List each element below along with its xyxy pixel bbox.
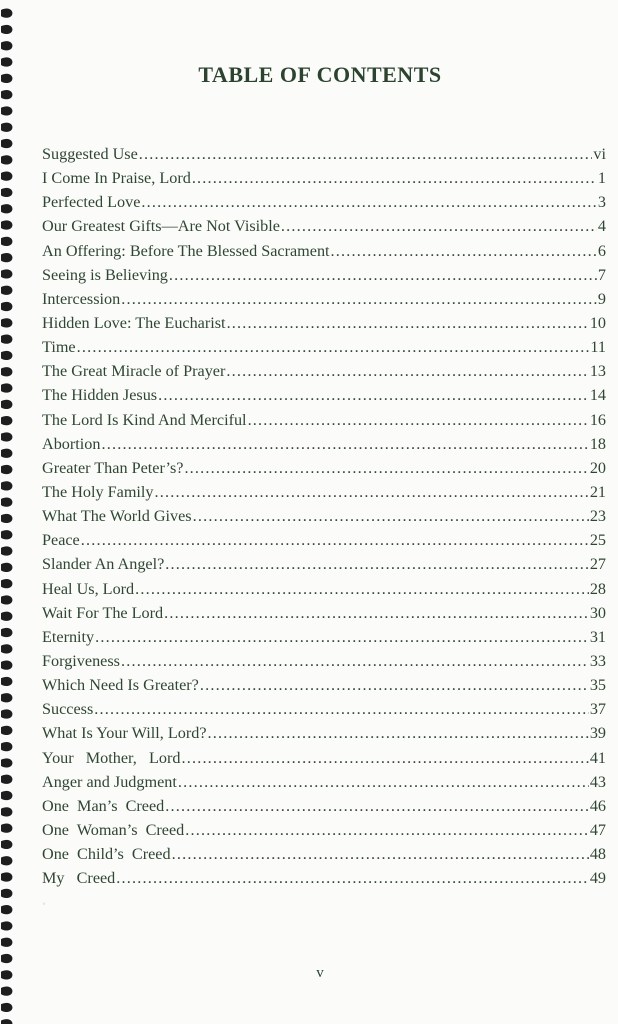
toc-entry-page: 20 [589, 458, 606, 477]
toc-entry [42, 770, 606, 794]
toc-entry [42, 383, 606, 407]
spiral-coil [1, 970, 12, 979]
toc-entry-title: Your Mother, Lord [42, 748, 181, 767]
toc-entry-page: 37 [589, 700, 606, 719]
toc-entry-title: An Offering: Before The Blessed Sacrament [42, 241, 330, 260]
spiral-coil [1, 351, 12, 360]
toc-entry-page: 21 [589, 482, 606, 501]
toc-entry [42, 625, 606, 649]
toc-entry-title: The Holy Family [42, 482, 154, 501]
toc-entry [42, 335, 606, 359]
toc-entry [42, 311, 606, 335]
spiral-coil [1, 824, 12, 833]
spiral-coil [1, 41, 12, 50]
spiral-coil [1, 416, 12, 425]
spiral-coil [1, 921, 12, 930]
spiral-coil [1, 465, 12, 474]
toc-entry-title: Hidden Love: The Eucharist [42, 313, 226, 332]
spiral-coil [1, 905, 12, 914]
spiral-coil [1, 188, 12, 197]
toc-entry-title: One Woman’s Creed [42, 820, 185, 839]
spiral-coil [1, 693, 12, 702]
spiral-coil [1, 9, 12, 18]
spiral-coil [1, 139, 12, 148]
spiral-coil [1, 383, 12, 392]
toc-entry-title: Abortion [42, 434, 101, 453]
table-of-contents [42, 142, 606, 890]
spiral-coil [1, 481, 12, 490]
toc-entry-page: 7 [597, 265, 606, 284]
toc-entry [42, 142, 606, 166]
spiral-coil [1, 74, 12, 83]
dot-leader [227, 311, 589, 335]
toc-entry-page: 25 [589, 531, 606, 550]
toc-entry [42, 263, 606, 287]
toc-entry-page: 1 [597, 169, 606, 188]
toc-entry-title: What Is Your Will, Lord? [42, 724, 207, 743]
spiral-coil [1, 889, 12, 898]
dot-leader [158, 383, 589, 407]
toc-entry-title: Time [42, 338, 76, 357]
toc-entry-title: The Hidden Jesus [42, 386, 158, 405]
spiral-coil [1, 335, 12, 344]
toc-entry [42, 528, 606, 552]
spiral-coil [1, 595, 12, 604]
spiral-coil [1, 514, 12, 523]
spiral-coil [1, 856, 12, 865]
dot-leader [178, 770, 589, 794]
spiral-coil [1, 302, 12, 311]
toc-entry-page: 23 [589, 507, 606, 526]
toc-entry-title: Seeing is Believing [42, 265, 168, 284]
toc-entry [42, 673, 606, 697]
dot-leader [121, 287, 597, 311]
spiral-coil [1, 709, 12, 718]
toc-entry [42, 866, 606, 890]
spiral-coil [1, 123, 12, 132]
toc-entry-title: What The World Gives [42, 507, 192, 526]
spiral-coil [1, 57, 12, 66]
toc-entry [42, 432, 606, 456]
toc-entry-title: Anger and Judgment [42, 772, 177, 791]
toc-entry-title: I Come In Praise, Lord [42, 169, 191, 188]
dot-leader [135, 577, 589, 601]
spiral-coil [1, 106, 12, 115]
page-number: v [316, 965, 324, 981]
dot-leader [139, 142, 593, 166]
spiral-coil [1, 220, 12, 229]
toc-entry-title: Intercession [42, 289, 121, 308]
dot-leader [169, 263, 597, 287]
toc-entry [42, 552, 606, 576]
dot-leader [200, 673, 589, 697]
dot-leader [95, 625, 589, 649]
toc-entry-page: 47 [589, 820, 606, 839]
toc-entry-page: vi [593, 145, 606, 163]
spiral-coil [1, 1019, 12, 1024]
dot-leader [185, 818, 589, 842]
dot-leader [226, 359, 588, 383]
toc-entry-page: 46 [589, 796, 606, 815]
toc-entry-page: 3 [597, 193, 606, 212]
dot-leader [248, 408, 589, 432]
spiral-coil [1, 726, 12, 735]
dot-leader [281, 214, 597, 238]
spiral-coil [1, 661, 12, 670]
spiral-coil [1, 612, 12, 621]
toc-entry-page: 10 [589, 313, 606, 332]
spiral-coil [1, 269, 12, 278]
spiral-coil [1, 791, 12, 800]
dot-leader [331, 239, 597, 263]
toc-entry-title: The Great Miracle of Prayer [42, 362, 226, 381]
toc-entry [42, 697, 606, 721]
spiral-coil [1, 253, 12, 262]
spiral-coil [1, 90, 12, 99]
spiral-coil [1, 530, 12, 539]
toc-entry [42, 504, 606, 528]
toc-entry-page: 48 [589, 845, 606, 864]
toc-entry-title: Greater Than Peter’s? [42, 458, 184, 477]
spiral-coil [1, 1003, 12, 1012]
spiral-binding [0, 0, 22, 1024]
toc-entry-title: Perfected Love [42, 193, 141, 212]
toc-entry-title: The Lord Is Kind And Merciful [42, 410, 247, 429]
toc-entry [42, 601, 606, 625]
toc-entry [42, 480, 606, 504]
dot-leader [165, 552, 589, 576]
spiral-coil [1, 286, 12, 295]
toc-entry [42, 794, 606, 818]
spiral-coil [1, 758, 12, 767]
dot-leader [181, 746, 588, 770]
toc-entry-title: Slander An Angel? [42, 555, 165, 574]
dot-leader [184, 456, 588, 480]
toc-entry-page: 4 [597, 217, 606, 236]
spiral-coil [1, 628, 12, 637]
spiral-coil [1, 807, 12, 816]
spiral-coil [1, 546, 12, 555]
dot-leader [77, 335, 590, 359]
dot-leader [101, 432, 588, 456]
dot-leader [208, 721, 589, 745]
toc-entry-page: 43 [589, 772, 606, 791]
spiral-coil [1, 644, 12, 653]
toc-entry [42, 649, 606, 673]
spiral-coil [1, 563, 12, 572]
spiral-coil [1, 367, 12, 376]
toc-entry [42, 239, 606, 263]
toc-entry [42, 214, 606, 238]
spiral-coil [1, 872, 12, 881]
dot-leader [155, 480, 589, 504]
dot-leader [81, 528, 589, 552]
spiral-coil [1, 449, 12, 458]
toc-entry-page: 9 [597, 289, 606, 308]
spiral-coil [1, 954, 12, 963]
dot-leader [172, 842, 589, 866]
dot-leader [94, 697, 589, 721]
toc-entry-title: My Creed [42, 869, 116, 888]
spiral-coil [1, 204, 12, 213]
toc-entry-page: 28 [589, 579, 606, 598]
spiral-coil [1, 775, 12, 784]
spiral-coil [1, 237, 12, 246]
dot-leader [164, 601, 589, 625]
toc-entry-title: One Man’s Creed [42, 796, 165, 815]
spiral-coil [1, 579, 12, 588]
toc-entry-title: Wait For The Lord [42, 603, 164, 622]
toc-entry-title: Which Need Is Greater? [42, 676, 199, 695]
toc-entry-page: 14 [589, 386, 606, 405]
dot-leader [193, 504, 589, 528]
toc-entry-page: 33 [589, 651, 606, 670]
bleed-through-mark: . [42, 892, 46, 909]
spiral-coil [1, 155, 12, 164]
toc-entry [42, 577, 606, 601]
toc-entry-title: One Child’s Creed [42, 845, 171, 864]
toc-entry-page: 6 [597, 241, 606, 260]
toc-entry [42, 408, 606, 432]
toc-entry [42, 456, 606, 480]
spiral-coil [1, 432, 12, 441]
toc-entry-page: 39 [589, 724, 606, 743]
toc-entry [42, 166, 606, 190]
toc-entry-title: Success [42, 700, 94, 719]
toc-entry-page: 11 [590, 338, 606, 357]
toc-entry-title: Suggested Use [42, 145, 138, 163]
spiral-coil [1, 25, 12, 34]
dot-leader [121, 649, 589, 673]
spiral-coil [1, 840, 12, 849]
toc-entry [42, 359, 606, 383]
toc-entry-title: Eternity [42, 627, 95, 646]
toc-entry-page: 27 [589, 555, 606, 574]
toc-entry [42, 818, 606, 842]
toc-entry-page: 13 [589, 362, 606, 381]
toc-entry-page: 49 [589, 869, 606, 888]
toc-entry [42, 842, 606, 866]
toc-entry-page: 30 [589, 603, 606, 622]
spiral-coil [1, 677, 12, 686]
toc-entry-page: 31 [589, 627, 606, 646]
spiral-coil [1, 400, 12, 409]
toc-entry-page: 35 [589, 676, 606, 695]
spiral-coil [1, 172, 12, 181]
spiral-coil [1, 938, 12, 947]
dot-leader [141, 190, 596, 214]
document-page [22, 0, 618, 1024]
dot-leader [165, 794, 589, 818]
toc-entry-title: Forgiveness [42, 651, 120, 670]
toc-entry-title: Our Greatest Gifts—Are Not Visible [42, 217, 280, 236]
toc-entry-page: 41 [589, 748, 606, 767]
dot-leader [192, 166, 597, 190]
toc-entry-title: Heal Us, Lord [42, 579, 135, 598]
toc-entry [42, 190, 606, 214]
page-title: TABLE OF CONTENTS [198, 62, 442, 87]
toc-entry [42, 287, 606, 311]
spiral-coil [1, 318, 12, 327]
toc-entry [42, 746, 606, 770]
toc-entry-page: 18 [589, 434, 606, 453]
toc-entry [42, 721, 606, 745]
toc-entry-title: Peace [42, 531, 80, 550]
spiral-coil [1, 742, 12, 751]
spiral-coil [1, 987, 12, 996]
dot-leader [116, 866, 589, 890]
toc-entry-page: 16 [589, 410, 606, 429]
spiral-coil [1, 498, 12, 507]
